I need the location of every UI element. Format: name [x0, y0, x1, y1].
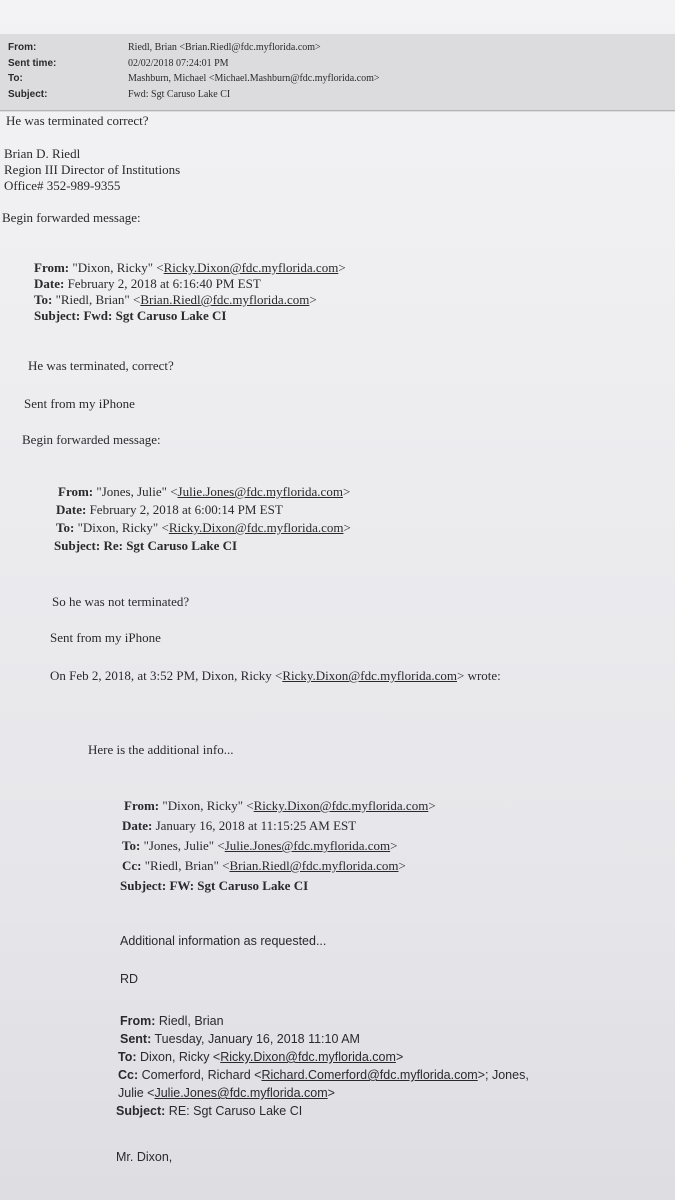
- fwd1-to-label: To:: [34, 292, 53, 307]
- fwd1-sent-from: Sent from my iPhone: [24, 396, 135, 411]
- fwd4-to-email-link[interactable]: Ricky.Dixon@fdc.myflorida.com: [220, 1050, 396, 1064]
- fwd4-sent-label: Sent:: [120, 1032, 152, 1046]
- fwd2-sent-from: Sent from my iPhone: [50, 630, 161, 645]
- fwd1-to-line: [34, 292, 317, 308]
- fwd4-subject-line: [116, 1104, 302, 1118]
- signature-office: Office# 352-989-9355: [4, 178, 121, 193]
- fwd1-subject: Subject: Fwd: Sgt Caruso Lake CI: [34, 308, 227, 323]
- fwd3-to-label: To:: [122, 838, 141, 853]
- fwd4-cc2-end: >: [327, 1086, 335, 1100]
- header-sent-label: Sent time:: [8, 57, 57, 69]
- fwd3-from-label: From:: [124, 798, 160, 813]
- header-from-label: From:: [8, 42, 37, 53]
- fwd4-to-line: [118, 1050, 403, 1064]
- fwd4-cc-name: Comerford, Richard <: [141, 1068, 262, 1082]
- fwd3-to-name: "Jones, Julie" <: [143, 838, 225, 853]
- begin-forwarded-2: Begin forwarded message:: [22, 432, 161, 447]
- fwd3-date-line: [122, 818, 356, 834]
- fwd2-to-line: [56, 520, 351, 536]
- header-sent-row: [8, 56, 380, 72]
- fwd1-to-email-link[interactable]: Brian.Riedl@fdc.myflorida.com: [140, 292, 310, 307]
- fwd3-cc-line: [122, 858, 406, 874]
- fwd1-date-line: [34, 276, 261, 292]
- fwd3-cc-email-link[interactable]: Brian.Riedl@fdc.myflorida.com: [229, 858, 399, 873]
- body-line-1: He was terminated correct?: [6, 113, 149, 128]
- fwd1-to-end: >: [309, 292, 317, 307]
- fwd3-from-line: [124, 798, 436, 814]
- fwd3-cc-label: Cc:: [122, 858, 142, 873]
- fwd4-sent-value: Tuesday, January 16, 2018 11:10 AM: [154, 1032, 360, 1046]
- fwd2-date-line: [56, 502, 283, 518]
- header-subject-label: Subject:: [8, 88, 48, 100]
- fwd1-from-name: "Dixon, Ricky" <: [72, 260, 164, 275]
- fwd3-subject: Subject: FW: Sgt Caruso Lake CI: [120, 878, 309, 893]
- header-sent-value: 02/02/2018 07:24:01 PM: [128, 57, 229, 69]
- fwd3-to-email-link[interactable]: Julie.Jones@fdc.myflorida.com: [224, 838, 391, 853]
- fwd1-from-line: [34, 260, 346, 276]
- fwd2-wrote-email-link[interactable]: Ricky.Dixon@fdc.myflorida.com: [282, 668, 457, 683]
- fwd4-cc2-name: Julie <: [118, 1086, 155, 1100]
- fwd2-additional: Here is the additional info...: [88, 742, 234, 757]
- header-subject-value: Fwd: Sgt Caruso Lake CI: [128, 88, 231, 100]
- fwd3-initials: RD: [120, 972, 139, 986]
- fwd4-from-line: [120, 1014, 224, 1028]
- fwd2-wrote-pre: On Feb 2, 2018, at 3:52 PM, Dixon, Ricky <: [50, 668, 283, 683]
- fwd1-to-name: "Riedl, Brian" <: [55, 292, 141, 307]
- fwd1-from-email-link[interactable]: Ricky.Dixon@fdc.myflorida.com: [163, 260, 339, 275]
- fwd4-cc2-line: [118, 1086, 335, 1100]
- header-from-row: [8, 40, 380, 56]
- fwd3-date-label: Date:: [122, 818, 153, 833]
- fwd4-cc-email-link[interactable]: Richard.Comerford@fdc.myflorida.com: [261, 1068, 478, 1082]
- fwd4-subject-value: RE: Sgt Caruso Lake CI: [168, 1104, 303, 1118]
- fwd4-cc-line: [118, 1068, 529, 1082]
- fwd2-message: So he was not terminated?: [52, 594, 190, 609]
- header-from-value: Riedl, Brian <Brian.Riedl@fdc.myflorida.com>: [128, 42, 321, 53]
- fwd3-date-value: January 16, 2018 at 11:15:25 AM EST: [155, 818, 357, 833]
- fwd4-cc-mid: >; Jones,: [477, 1068, 529, 1082]
- header-to-row: [8, 71, 380, 87]
- fwd1-date-label: Date:: [34, 276, 65, 291]
- signature-title: Region III Director of Institutions: [4, 162, 181, 177]
- fwd3-cc-name: "Riedl, Brian" <: [144, 858, 230, 873]
- fwd2-from-email-link[interactable]: Julie.Jones@fdc.myflorida.com: [177, 484, 343, 499]
- fwd4-subject-label: Subject:: [116, 1104, 166, 1118]
- fwd3-from-end: >: [428, 798, 436, 813]
- fwd1-from-label: From:: [34, 260, 70, 275]
- fwd2-from-label: From:: [58, 484, 94, 499]
- fwd2-from-line: [58, 484, 350, 500]
- fwd2-from-end: >: [342, 484, 351, 499]
- fwd1-message: He was terminated, correct?: [28, 358, 174, 373]
- header-divider: [0, 110, 675, 111]
- fwd4-cc-label: Cc:: [118, 1068, 139, 1082]
- fwd2-date-label: Date:: [56, 502, 87, 517]
- fwd3-cc-end: >: [398, 858, 406, 873]
- fwd3-from-name: "Dixon, Ricky" <: [162, 798, 254, 813]
- fwd2-to-end: >: [343, 520, 351, 535]
- fwd2-from-name: "Jones, Julie" <: [96, 484, 178, 499]
- fwd3-from-email-link[interactable]: Ricky.Dixon@fdc.myflorida.com: [253, 798, 429, 813]
- fwd3-to-end: >: [390, 838, 398, 853]
- signature-name: Brian D. Riedl: [4, 146, 81, 161]
- fwd2-to-name: "Dixon, Ricky" <: [77, 520, 169, 535]
- fwd1-date-value: February 2, 2018 at 6:16:40 PM EST: [67, 276, 261, 291]
- header-to-value: Mashburn, Michael <Michael.Mashburn@fdc.myflorida.com>: [128, 73, 380, 84]
- fwd4-sent-line: [120, 1032, 360, 1046]
- header-subject-row: [8, 87, 380, 103]
- fwd4-cc2-email-link[interactable]: Julie.Jones@fdc.myflorida.com: [154, 1086, 328, 1100]
- fwd2-date-value: February 2, 2018 at 6:00:14 PM EST: [89, 502, 283, 517]
- fwd4-from-label: From:: [120, 1014, 156, 1028]
- fwd2-wrote-post: > wrote:: [457, 668, 501, 683]
- fwd2-to-email-link[interactable]: Ricky.Dixon@fdc.myflorida.com: [168, 520, 344, 535]
- fwd3-to-line: [122, 838, 397, 854]
- header-to-label: To:: [8, 73, 23, 84]
- fwd1-from-end: >: [338, 260, 346, 275]
- fwd4-to-label: To:: [118, 1050, 137, 1064]
- fwd4-from-value: Riedl, Brian: [158, 1014, 224, 1028]
- fwd4-to-end: >: [395, 1050, 404, 1064]
- fwd2-wrote-line: [50, 668, 501, 684]
- fwd3-message: Additional information as requested...: [120, 934, 327, 948]
- fwd2-to-label: To:: [56, 520, 75, 535]
- fwd4-greeting: Mr. Dixon,: [116, 1150, 173, 1164]
- email-header: [8, 40, 380, 102]
- begin-forwarded-1: Begin forwarded message:: [2, 210, 141, 225]
- fwd4-to-name: Dixon, Ricky <: [140, 1050, 221, 1064]
- fwd2-subject: Subject: Re: Sgt Caruso Lake CI: [54, 538, 238, 553]
